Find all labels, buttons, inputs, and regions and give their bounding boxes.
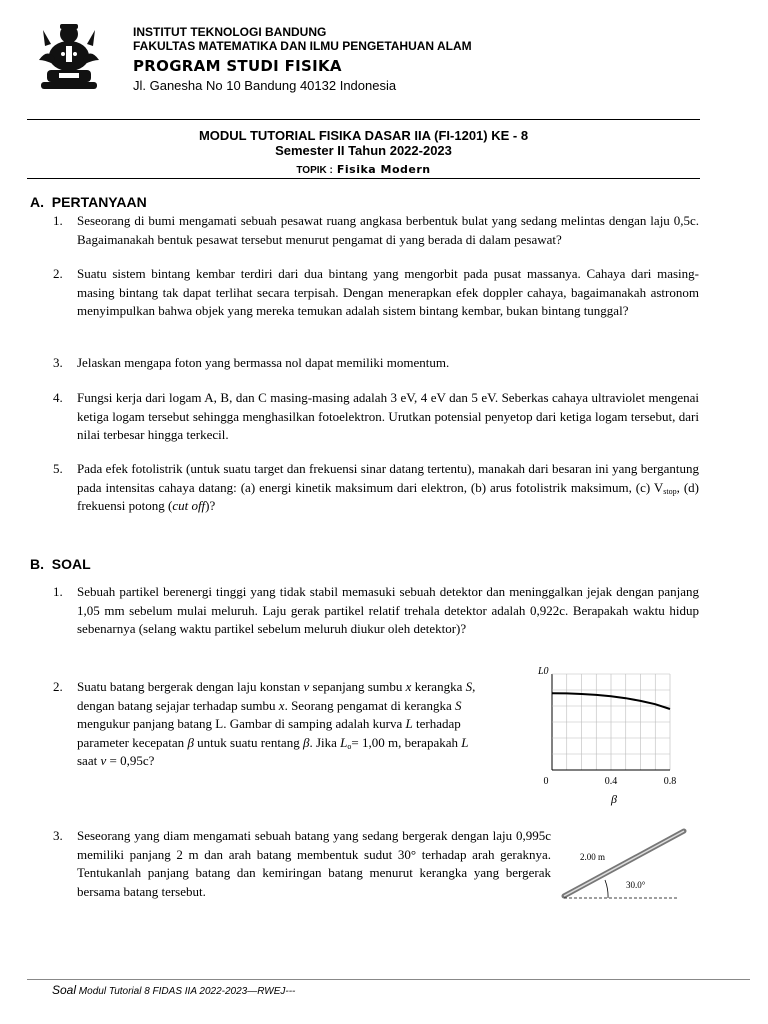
title-divider	[27, 178, 700, 179]
question-2-text: Suatu sistem bintang kembar terdiri dari dua bintang yang mengorbit pada pusat massanya. Cahaya dari masing-masing bintang tak dapat terlihat secara terpisah. Dengan menerapkan efek doppler cahaya, bagaimanakah astronom menyimpulkan bahwa objek yang mereka temukan adalah sistem bintang kembar, bukan bintang tunggal?	[77, 266, 699, 318]
footer	[52, 983, 295, 997]
topic-line	[27, 160, 700, 178]
rod-angle-label: 30.0°	[626, 880, 646, 890]
problem-1-number: 1.	[53, 584, 63, 599]
semester-title: Semester II Tahun 2022-2023	[275, 143, 452, 158]
chart-x-tick-label: 0.4	[604, 776, 618, 787]
topic-label: TOPIK :	[296, 165, 333, 176]
program-name: PROGRAM STUDI FISIKA	[133, 57, 342, 75]
question-5-text: Pada efek fotolistrik (untuk suatu target dan frekuensi sinar datang tertentu), manakah dari besaran ini yang bergantung pada intensitas cahaya datang: (a) energi kinetik maksimum dari elektron, (b) arus fotolistrik maksimum, (c) $V_{stop}$, (d) frekuensi potong (cut off)?	[77, 461, 699, 513]
footer-prefix: Soal	[52, 983, 77, 997]
problem-3-number: 3.	[53, 828, 63, 843]
section-b-title: SOAL	[51, 556, 91, 572]
rod-figure	[558, 826, 690, 902]
question-3-number: 3.	[53, 355, 63, 370]
section-a-label: A.	[30, 194, 44, 210]
chart-x-label: β	[611, 792, 617, 806]
section-a-title: PERTANYAAN	[51, 194, 147, 210]
question-2-number: 2.	[53, 266, 63, 281]
footer-text: Modul Tutorial 8 FIDAS IIA 2022-2023—RWEJ---	[76, 986, 296, 997]
section-a-heading	[30, 194, 147, 210]
question-3-text: Jelaskan mengapa foton yang bermassa nol dapat memiliki momentum.	[77, 355, 450, 370]
rod-length-label: 2.00 m	[580, 852, 606, 862]
header-divider	[27, 119, 700, 120]
question-1-text: Seseorang di bumi mengamati sebuah pesawat ruang angkasa berbentuk bulat yang sedang melintas dengan laju 0,5c. Bagaimanakah bentuk pesawat tersebut menurut pengamat di yang berada di dalam pesawat?	[77, 213, 699, 247]
faculty-name: FAKULTAS MATEMATIKA DAN ILMU PENGETAHUAN ALAM	[133, 39, 472, 53]
problem-1-text: Sebuah partikel berenergi tinggi yang tidak stabil memasuki sebuah detektor dan meninggalkan jejak dengan panjang 1,05 mm sebelum mulai meluruh. Laju gerak partikel relatif trehala detektor adalah 0,922c. Berapakah waktu hidup sebenarnya (selang waktu partikel sebelum meluruh diukur oleh detektor)?	[77, 584, 699, 636]
length-vs-beta-chart	[528, 658, 698, 808]
topic-value: Fisika Modern	[336, 163, 431, 176]
problem-2-number: 2.	[53, 679, 63, 694]
footer-divider	[27, 979, 750, 980]
module-title: MODUL TUTORIAL FISIKA DASAR IIA (FI-1201) KE - 8	[198, 128, 529, 143]
question-4-number: 4.	[53, 390, 63, 405]
chart-x-tick-label: 0	[543, 776, 549, 787]
institute-name: INSTITUT TEKNOLOGI BANDUNG	[133, 25, 327, 39]
chart-y-label: L0	[538, 666, 549, 677]
problem-3-text: Seseorang yang diam mengamati sebuah batang yang sedang bergerak dengan laju 0,995c memiliki panjang 2 m dan arah batang membentuk sudut 30° terhadap arah geraknya. Tentukanlah panjang batang dan kemiringan batang menurut kerangka yang bergerak bersama batang tersebut.	[77, 828, 551, 899]
question-5-number: 5.	[53, 461, 63, 476]
problem-2-text: Suatu batang bergerak dengan laju konstan v sepanjang sumbu x kerangka S, dengan batang sejajar terhadap sumbu x. Seorang pengamat di kerangka S mengukur panjang batang L. Gambar di samping adalah kurva L terhadap parameter kecepatan β untuk suatu rentang β. Jika $L_o= 1,00$ m, berapakah L saat v = 0,95c?	[77, 679, 476, 768]
question-4-text: Fungsi kerja dari logam A, B, dan C masing-masing adalah 3 eV, 4 eV dan 5 eV. Seberkas cahaya ultraviolet mengenai ketiga logam tersebut sehingga menghasilkan fotoelektron. Urutkan potensial penyetop dari ketiga logam tersebut, dari nilai terbesar hingga terkecil.	[77, 390, 699, 442]
question-1-number: 1.	[53, 213, 63, 228]
rod-highlight	[564, 831, 684, 896]
section-b-heading	[30, 556, 91, 572]
itb-logo	[33, 20, 105, 94]
address: Jl. Ganesha No 10 Bandung 40132 Indonesia	[133, 78, 397, 93]
chart-x-tick-label: 0.8	[663, 776, 677, 787]
angle-arc	[605, 880, 608, 898]
section-b-label: B.	[30, 556, 44, 572]
